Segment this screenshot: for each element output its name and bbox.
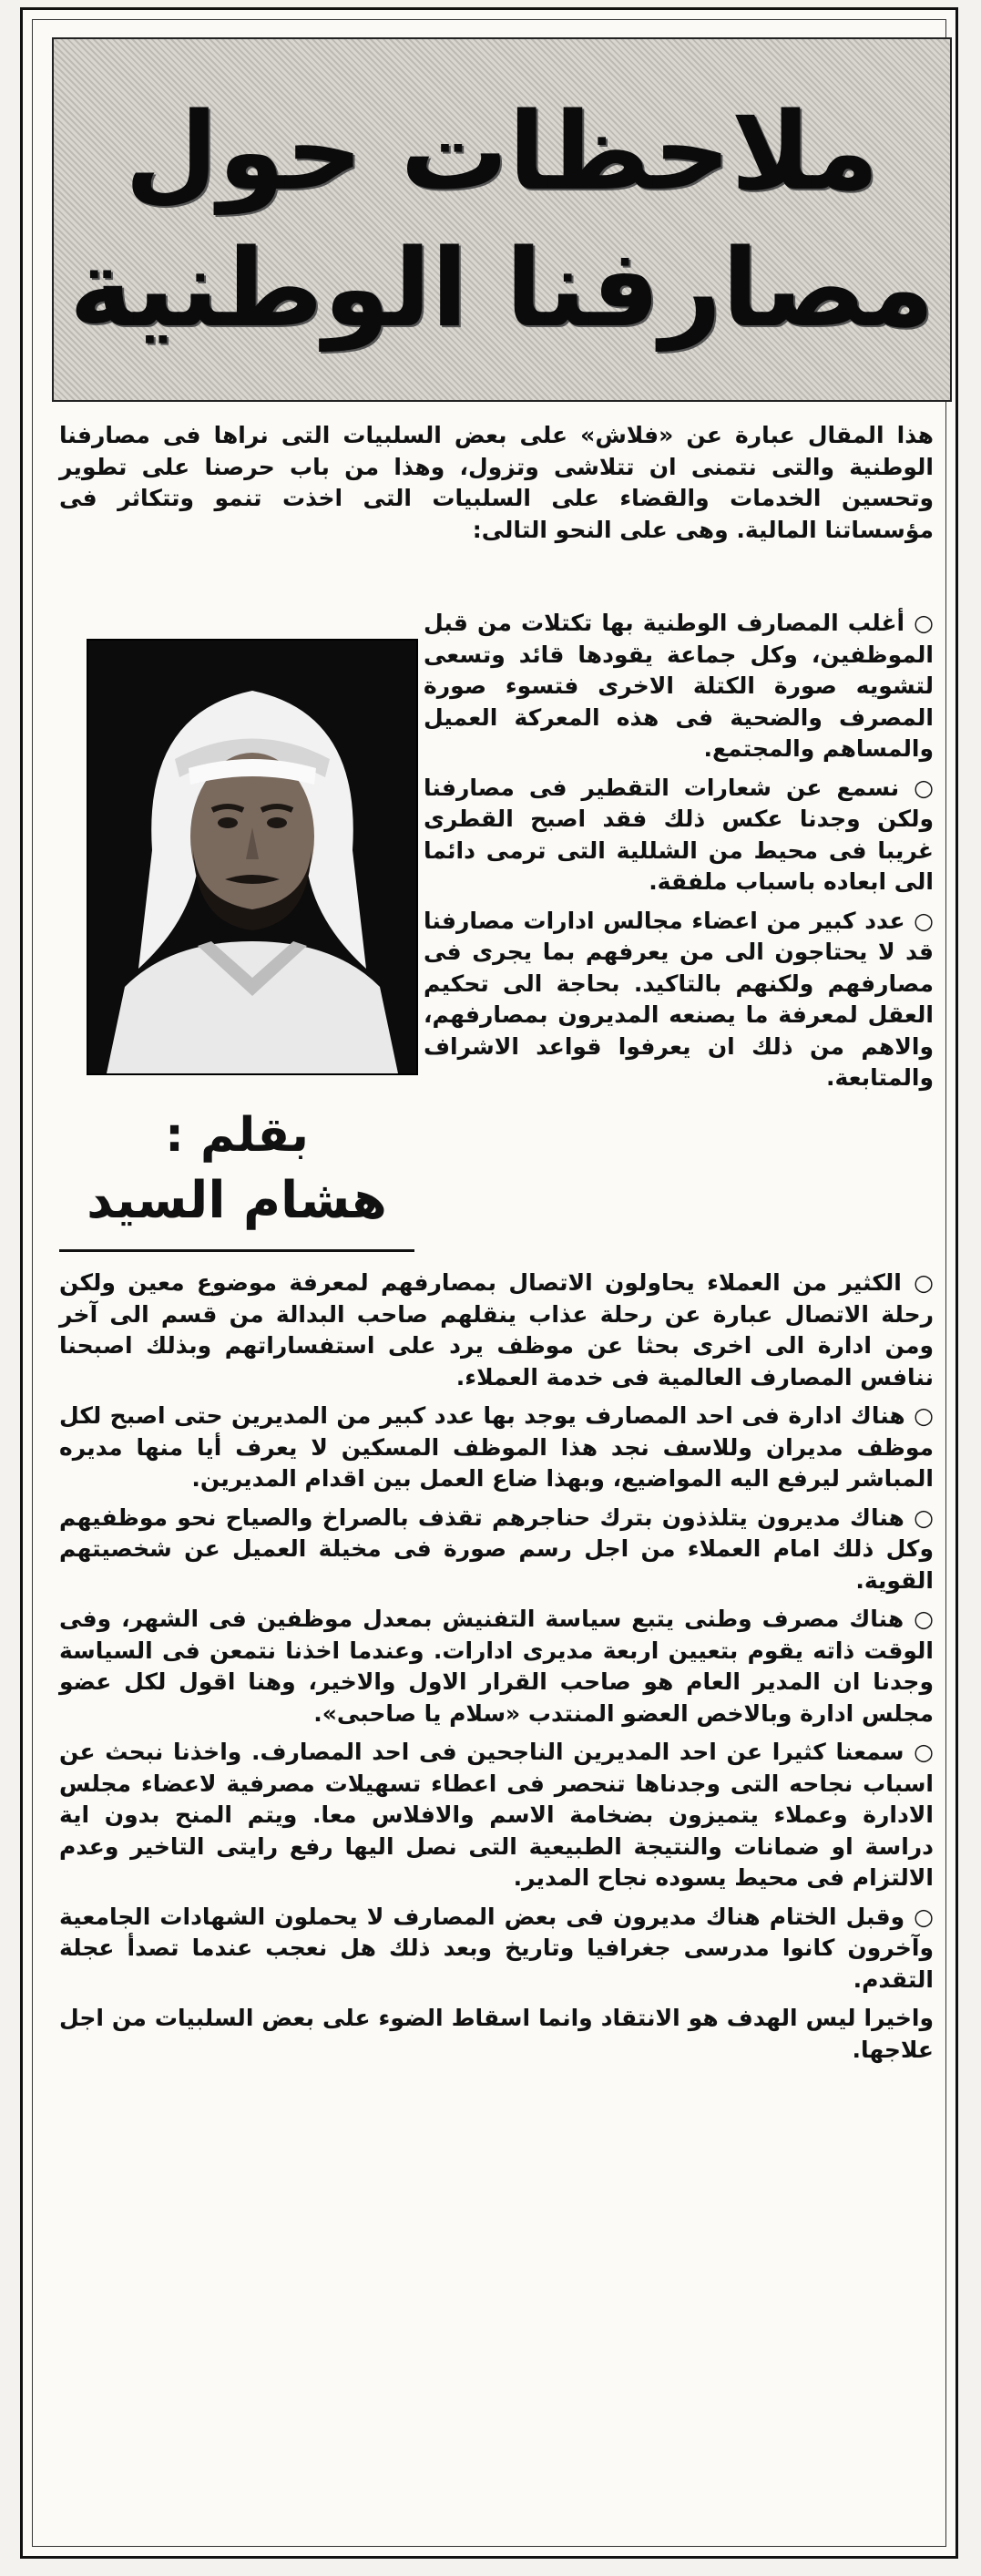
side-column: [424, 608, 934, 1102]
byline-label: بقلم :: [165, 1108, 309, 1163]
author-portrait-image: [88, 641, 416, 1073]
newspaper-clipping: [20, 7, 958, 2559]
point-9: ○ وقبل الختام هناك مديرون فى بعض المصارف لا يحملون الشهادات الجامعية وآخرون كانوا مدرسى جغرافيا وتاريخ وبعد ذلك هل نعجب عندما تصدأ عجلة التقدم.: [59, 1903, 934, 1993]
point-6: ○ هناك مديرون يتلذذون بترك حناجرهم تقذف بالصراخ والصياح نحو موظفيهم وكل ذلك امام العملاء من اجل رسم صورة فى مخيلة العميل عن شخصيتهم القوية.: [59, 1504, 934, 1594]
point-5: ○ هناك ادارة فى احد المصارف يوجد بها عدد كبير من المديرين حتى اصبح لكل موظف مديران وللاسف نجد هذا الموظف المسكين لا يعرف أيا منها مديره المباشر ليرفع اليه المواضيع، وبهذا ضاع العمل بين اقدام المديرين.: [59, 1402, 934, 1492]
author-photo: [87, 639, 418, 1075]
point-8: ○ سمعنا كثيرا عن احد المديرين الناجحين فى احد المصارف. واخذنا نبحث عن اسباب نجاحه التى وجدناها تنحصر فى اعطاء تسهيلات مصرفية لاعضاء مجلس الادارة وعملاء يتميزون بضخامة الاسم والافلاس معا. ويتم المنح بدون اية دراسة او ضمانات والنتيجة الطبيعية التى نصل اليها رفع رايتى التاخير وعدم الالتزام فى محيط يسوده نجاح المدير.: [59, 1739, 934, 1891]
author-name: هشام السيد: [87, 1171, 387, 1230]
headline-box: [52, 37, 952, 402]
closing-paragraph: واخيرا ليس الهدف هو الانتقاد وانما اسقاط الضوء على بعض السلبيات من اجل علاجها.: [59, 2005, 934, 2063]
full-width-column: [59, 1267, 934, 2073]
side-point-2: ○ نسمع عن شعارات التقطير فى مصارفنا ولكن وجدنا عكس ذلك فقد اصبح القطرى غريبا فى محيط من الشللية التى ترمى دائما الى ابعاده باسباب ملفقة.: [424, 774, 934, 895]
byline: [59, 1103, 414, 1252]
side-point-3: ○ عدد كبير من اعضاء مجالس ادارات مصارفنا قد لا يحتاجون الى من يعرفهم بما يجرى فى مصارفهم ولكنهم بالتاكيد. بحاجة الى تحكيم العقل لمعرفة ما يصنعه المديرون بمصارفهم، والاهم من ذلك ان يعرفوا قواعد الاشراف والمتابعة.: [424, 907, 934, 1091]
point-7: ○ هناك مصرف وطنى يتبع سياسة التفنيش بمعدل موظفين فى الشهر، وفى الوقت ذاته يقوم بتعيين اربعة مديرى ادارات. وعندما اخذنا نتمعن فى السياسة وجدنا ان المدير العام هو صاحب القرار الاول والاخير، وهنا اقول لكل عضو مجلس ادارة وبالاخص العضو المنتدب «سلام يا صاحبى».: [59, 1606, 934, 1727]
headline-line-1: ملاحظات حول: [124, 88, 880, 214]
side-point-1: ○ أغلب المصارف الوطنية بها تكتلات من قبل الموظفين، وكل جماعة يقودها قائد وتسعى لتشويه صورة الكتلة الاخرى فتسوء صورة المصرف والضحية فى هذه المعركة العميل والمساهم والمجتمع.: [424, 610, 934, 762]
point-4: ○ الكثير من العملاء يحاولون الاتصال بمصارفهم لمعرفة موضوع معين ولكن رحلة الاتصال عبارة عن رحلة عذاب ينقلهم صاحب البدالة من قسم الى آخر ومن ادارة الى اخرى بحثا عن موظف يرد على استفساراتهم وبذلك اصبحنا ننافس المصارف العالمية فى خدمة العملاء.: [59, 1269, 934, 1391]
headline-line-2: مصارفنا الوطنية: [68, 225, 935, 351]
intro-paragraph: هذا المقال عبارة عن «فلاش» على بعض السلبيات التى نراها فى مصارفنا الوطنية والتى نتمنى ان تتلاشى وتزول، وهذا من باب حرصنا على تطوير وتحسين الخدمات والقضاء على السلبيات التى اخذت تنمو وتتكاثر فى مؤسساتنا المالية. وهى على النحو التالى:: [59, 422, 934, 543]
